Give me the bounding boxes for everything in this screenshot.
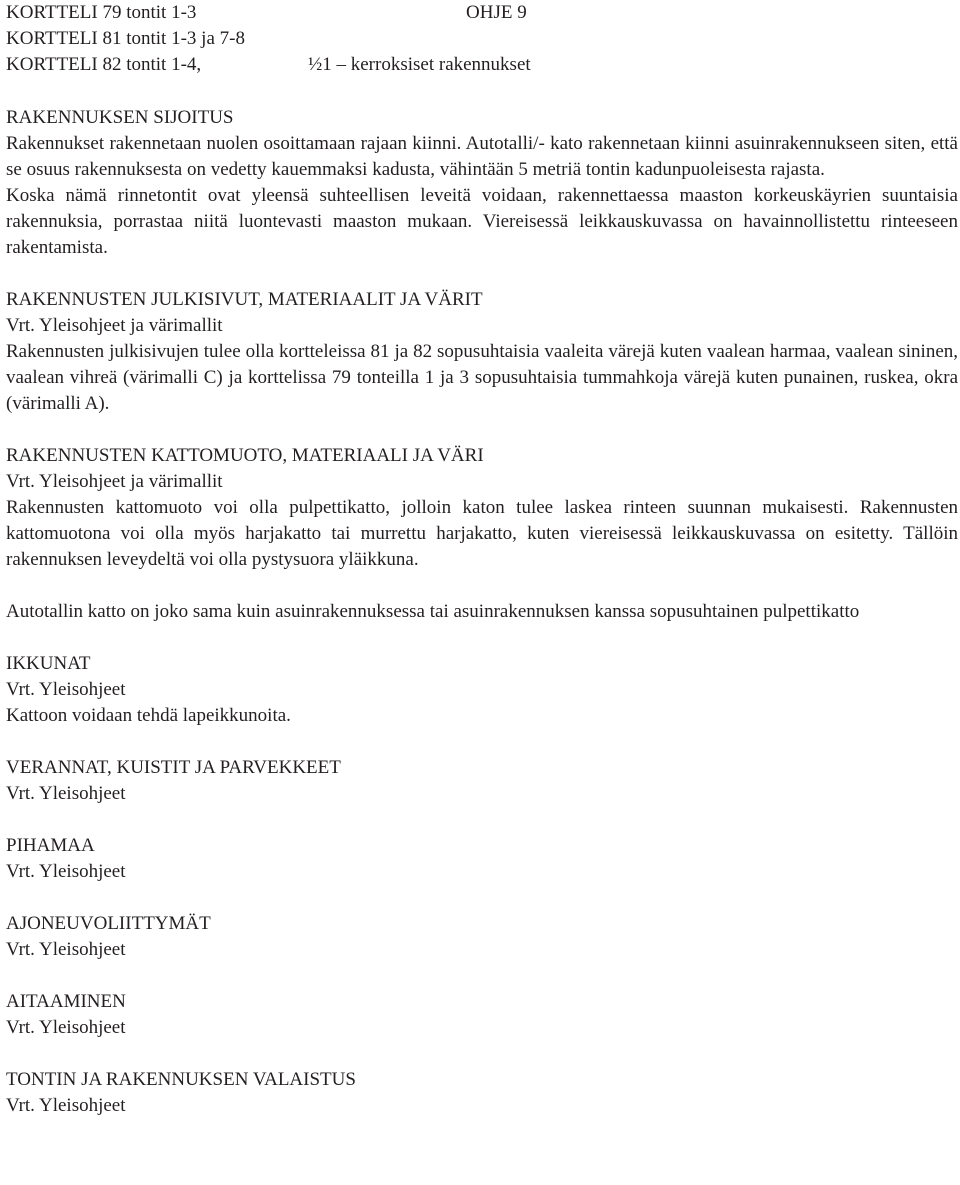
paragraph: Rakennusten kattomuoto voi olla pulpettikatto, jolloin katon tulee laskea rinteen suunnan mukaisesti. Rakennusten kattomuotona voi olla myös harjakatto tai murrettu harjakatto, kuten viereisessä leikkauskuvassa on esitetty. Tällöin rakennuksen leveydeltä voi olla pystysuora yläikkuna. (6, 497, 958, 570)
section-yard (6, 833, 958, 885)
paragraph: Rakennukset rakennetaan nuolen osoittamaan rajaan kiinni. Autotalli/- kato rakennetaan kiinni asuinrakennukseen siten, että se osuus rakennuksesta on vedetty kauemmaksi kadusta, vähintään 5 metriä tontin kadunpuoleisesta rajasta. (6, 133, 958, 180)
reference-line: Vrt. Yleisohjeet ja värimallit (6, 471, 223, 492)
paragraph: Kattoon voidaan tehdä lapeikkunoita. (6, 705, 291, 726)
block-81-label: KORTTELI 81 tontit 1-3 ja 7-8 (6, 28, 245, 49)
reference-line: Vrt. Yleisohjeet (6, 1017, 126, 1038)
section-verandas (6, 755, 958, 807)
reference-line: Vrt. Yleisohjeet (6, 939, 126, 960)
section-heading: AITAAMINEN (6, 991, 126, 1012)
section-facades (6, 287, 958, 417)
section-heading: AJONEUVOLIITTYMÄT (6, 913, 211, 934)
section-building-placement (6, 105, 958, 261)
section-lighting (6, 1067, 958, 1119)
storey-count-label: ½1 – kerroksiset rakennukset (308, 54, 531, 75)
reference-line: Vrt. Yleisohjeet (6, 861, 126, 882)
section-heading: TONTIN JA RAKENNUKSEN VALAISTUS (6, 1069, 356, 1090)
section-heading: RAKENNUKSEN SIJOITUS (6, 107, 234, 128)
section-heading: RAKENNUSTEN JULKISIVUT, MATERIAALIT JA VÄRIT (6, 289, 483, 310)
section-heading: RAKENNUSTEN KATTOMUOTO, MATERIAALI JA VÄRI (6, 445, 484, 466)
section-heading: VERANNAT, KUISTIT JA PARVEKKEET (6, 757, 341, 778)
section-vehicle-access (6, 911, 958, 963)
reference-line: Vrt. Yleisohjeet ja värimallit (6, 315, 223, 336)
reference-line: Vrt. Yleisohjeet (6, 1095, 126, 1116)
section-roof (6, 443, 958, 625)
paragraph: Koska nämä rinnetontit ovat yleensä suhteellisen leveitä voidaan, rakennettaessa maaston korkeuskäyrien suuntaisia rakennuksia, porrastaa niitä luontevasti maaston mukaan. Viereisessä leikkauskuvassa on havainnollistettu rinteeseen rakentamista. (6, 185, 958, 258)
section-heading: PIHAMAA (6, 835, 95, 856)
reference-line: Vrt. Yleisohjeet (6, 679, 126, 700)
section-heading: IKKUNAT (6, 653, 91, 674)
document-content (6, 105, 958, 1119)
instruction-number: OHJE 9 (466, 2, 527, 23)
paragraph: Autotallin katto on joko sama kuin asuinrakennuksessa tai asuinrakennuksen kanssa sopusuhtainen pulpettikatto (6, 601, 860, 622)
section-windows (6, 651, 958, 729)
reference-line: Vrt. Yleisohjeet (6, 783, 126, 804)
paragraph: Rakennusten julkisivujen tulee olla kortteleissa 81 ja 82 sopusuhtaisia vaaleita värejä kuten vaalean harmaa, vaalean sininen, vaalean vihreä (värimalli C) ja korttelissa 79 tonteilla 1 ja 3 sopusuhtaisia tummahkoja värejä kuten punainen, ruskea, okra (värimalli A). (6, 341, 958, 414)
block-79-label: KORTTELI 79 tontit 1-3 (6, 2, 197, 23)
block-82-label: KORTTELI 82 tontit 1-4, (6, 54, 202, 75)
section-fencing (6, 989, 958, 1041)
